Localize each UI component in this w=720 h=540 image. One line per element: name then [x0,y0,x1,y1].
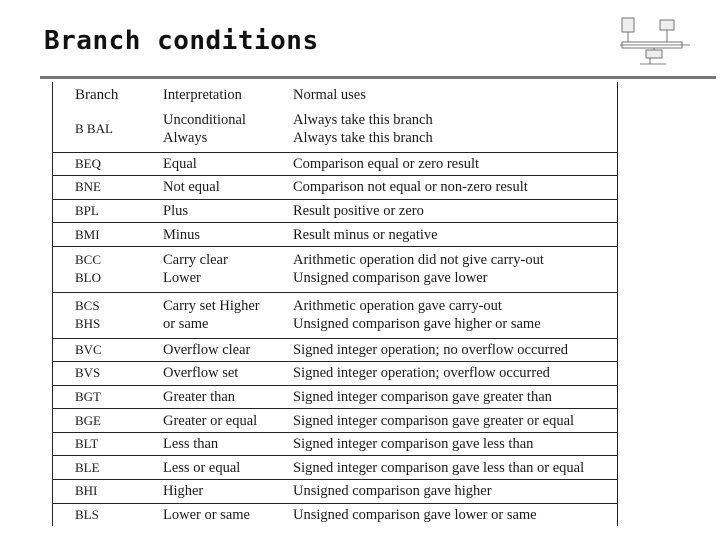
interpretation-line: Less than [163,436,219,453]
interpretation-line: Carry set Higher [163,298,260,315]
interpretation-cell [157,503,287,526]
interpretation-cell [157,152,287,176]
interpretation-cell [157,107,287,152]
interpretation-cell [157,456,287,480]
interpretation-line: Less or equal [163,459,241,476]
interpretation-line: Greater than [163,388,236,405]
uses-cell [287,503,617,526]
branch-cell [53,152,157,176]
interpretation-cell [157,409,287,433]
interpretation-cell [157,362,287,386]
branch-line: BGE [75,412,101,428]
branch-cell [53,409,157,433]
uses-cell [287,292,617,338]
table-row [53,362,617,386]
computer-diagram-icon [620,16,690,68]
table-row [53,246,617,292]
table-row [53,152,617,176]
interpretation-cell [157,246,287,292]
branch-line: BLT [75,436,99,452]
branch-cell [53,199,157,223]
slide-title: Branch conditions [44,26,319,56]
uses-line: Signed integer comparison gave greater or equal [293,412,575,429]
header-interpretation: Interpretation [163,87,242,104]
branch-line: BHI [75,483,98,499]
uses-line: Always take this branch [293,130,433,147]
interpretation-cell [157,432,287,456]
branch-line: BCC [75,252,102,268]
uses-line: Arithmetic operation gave carry-out [293,298,502,315]
uses-line: Signed integer operation; no overflow occurred [293,341,569,358]
interpretation-cell [157,176,287,200]
uses-line: Signed integer comparison gave less than [293,436,534,453]
interpretation-line: Higher [163,483,204,500]
table-row [53,385,617,409]
table-row [53,176,617,200]
table-row [53,107,617,152]
interpretation-line: Minus [163,226,201,243]
uses-cell [287,362,617,386]
uses-cell [287,479,617,503]
branch-line: BLE [75,459,100,475]
uses-line: Signed integer comparison gave less than or equal [293,459,585,476]
interpretation-cell [157,385,287,409]
uses-cell [287,223,617,247]
interpretation-line: Overflow clear [163,341,251,358]
interpretation-line: Plus [163,202,188,219]
uses-cell [287,246,617,292]
table-row [53,456,617,480]
interpretation-line: Lower or same [163,506,250,523]
uses-cell [287,152,617,176]
branch-cell [53,338,157,362]
interpretation-cell [157,199,287,223]
uses-cell [287,199,617,223]
uses-line: Unsigned comparison gave lower [293,270,488,287]
branch-line: BGT [75,388,101,404]
branch-line: BEQ [75,155,101,171]
uses-line: Unsigned comparison gave lower or same [293,506,537,523]
interpretation-line: Overflow set [163,365,239,382]
branch-cell [53,292,157,338]
branch-cell [53,176,157,200]
branch-line: BLO [75,270,101,286]
branch-line: BMI [75,226,100,242]
interpretation-cell [157,223,287,247]
interpretation-line: Carry clear [163,252,228,269]
branch-line: BVS [75,365,101,381]
interpretation-line: or same [163,316,209,333]
table-row [53,479,617,503]
interpretation-cell [157,338,287,362]
uses-line: Always take this branch [293,112,433,129]
uses-cell [287,107,617,152]
header-normal-uses: Normal uses [293,87,366,104]
branch-line: BHS [75,316,101,332]
uses-line: Result minus or negative [293,226,438,243]
branch-cell: B BAL [75,121,113,137]
title-divider [40,76,716,79]
table-header-row [53,82,617,107]
table-row [53,199,617,223]
uses-line: Arithmetic operation did not give carry-out [293,252,544,269]
branch-conditions-table [52,82,618,526]
branch-line: BLS [75,506,99,522]
interpretation-line: Unconditional [163,112,246,129]
branch-cell [53,246,157,292]
uses-line: Signed integer comparison gave greater than [293,388,552,405]
branch-line: BPL [75,202,99,218]
uses-line: Signed integer operation; overflow occurred [293,365,550,382]
branch-cell [53,385,157,409]
table-row [53,409,617,433]
branch-cell [53,503,157,526]
branch-cell [53,479,157,503]
interpretation-line: Always [163,130,208,147]
branch-cell [53,432,157,456]
table-row [53,338,617,362]
interpretation-cell [157,479,287,503]
uses-cell [287,409,617,433]
uses-cell [287,338,617,362]
uses-line: Comparison equal or zero result [293,155,480,172]
interpretation-line: Not equal [163,179,220,196]
uses-cell [287,385,617,409]
table-row [53,223,617,247]
header-branch: Branch [75,87,119,104]
branch-line: BCS [75,298,100,314]
uses-line: Comparison not equal or non-zero result [293,179,528,196]
branch-line: BVC [75,341,102,357]
branch-cell [53,456,157,480]
table-row [53,292,617,338]
uses-cell [287,432,617,456]
uses-line: Unsigned comparison gave higher [293,483,492,500]
table-row [53,432,617,456]
interpretation-line: Greater or equal [163,412,258,429]
branch-line: BNE [75,179,101,195]
uses-cell [287,456,617,480]
interpretation-line: Lower [163,270,201,287]
uses-line: Unsigned comparison gave higher or same [293,316,541,333]
interpretation-cell [157,292,287,338]
uses-cell [287,176,617,200]
branch-cell [53,362,157,386]
table-row [53,503,617,526]
uses-line: Result positive or zero [293,202,424,219]
interpretation-line: Equal [163,155,197,172]
branch-cell [53,223,157,247]
